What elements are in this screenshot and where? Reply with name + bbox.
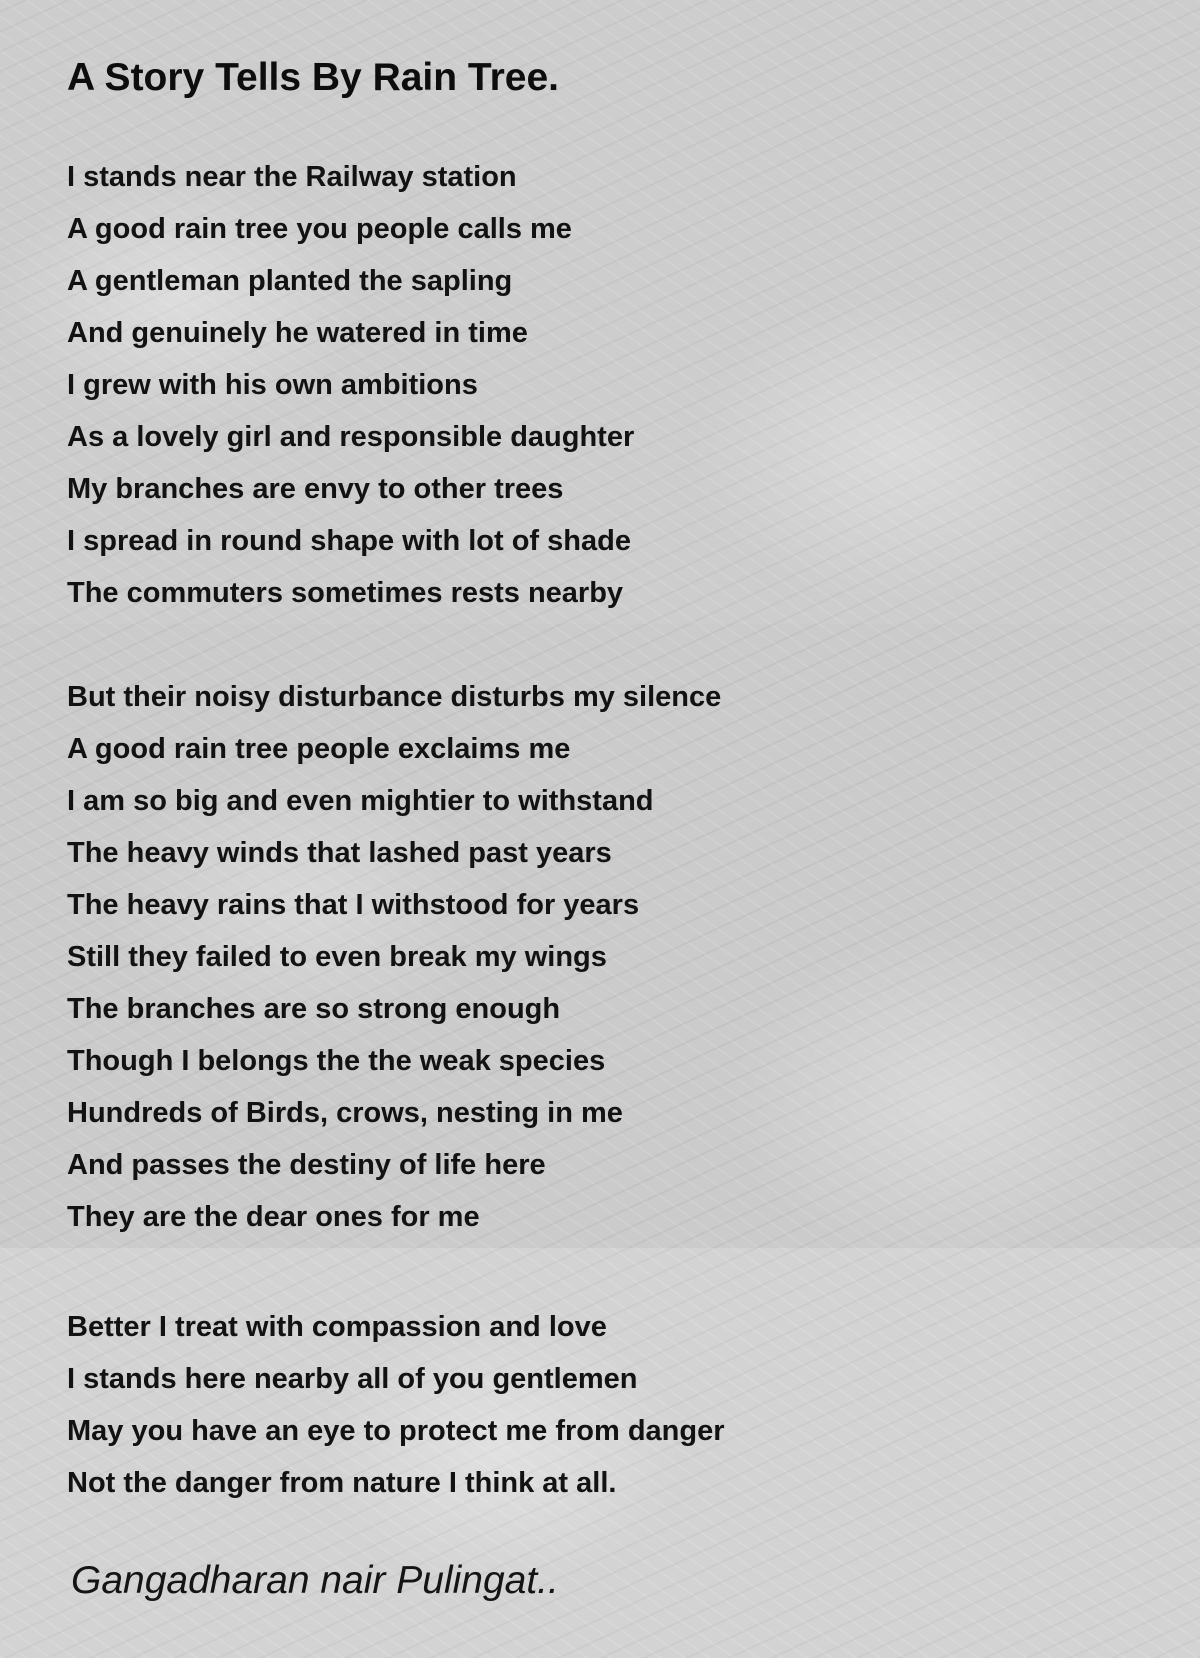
poem-line: I stands near the Railway station — [67, 161, 517, 193]
poem-line: A gentleman planted the sapling — [67, 265, 513, 297]
poem-line: I am so big and even mightier to withstand — [67, 785, 654, 817]
poem-line: They are the dear ones for me — [67, 1201, 480, 1233]
poem-line: The heavy winds that lashed past years — [67, 837, 612, 869]
poem-line: But their noisy disturbance disturbs my silence — [67, 681, 722, 713]
poem-line: Hundreds of Birds, crows, nesting in me — [67, 1097, 623, 1129]
poem-line: May you have an eye to protect me from danger — [67, 1415, 725, 1447]
stanza-2 — [67, 671, 721, 1243]
poem-line: I grew with his own ambitions — [67, 369, 478, 401]
poem-line: And passes the destiny of life here — [67, 1149, 546, 1181]
poem-author: Gangadharan nair Pulingat.. — [71, 1559, 559, 1602]
stanza-3 — [67, 1301, 725, 1509]
poem-line: A good rain tree you people calls me — [67, 213, 572, 245]
poem-title: A Story Tells By Rain Tree. — [67, 56, 559, 99]
poem-line: As a lovely girl and responsible daughter — [67, 421, 635, 453]
poem-line: My branches are envy to other trees — [67, 473, 564, 505]
poem-line: Though I belongs the the weak species — [67, 1045, 606, 1077]
poem-line: Not the danger from nature I think at all. — [67, 1467, 617, 1499]
poem-line: The commuters sometimes rests nearby — [67, 577, 624, 609]
poem-line: I spread in round shape with lot of shade — [67, 525, 631, 557]
stanza-1 — [67, 151, 634, 619]
poem-line: Better I treat with compassion and love — [67, 1311, 607, 1343]
poem-line: The heavy rains that I withstood for years — [67, 889, 640, 921]
poem-line: The branches are so strong enough — [67, 993, 561, 1025]
poem-line: A good rain tree people exclaims me — [67, 733, 571, 765]
poem-line: I stands here nearby all of you gentlemen — [67, 1363, 638, 1395]
poem-line: And genuinely he watered in time — [67, 317, 528, 349]
poem-line: Still they failed to even break my wings — [67, 941, 607, 973]
